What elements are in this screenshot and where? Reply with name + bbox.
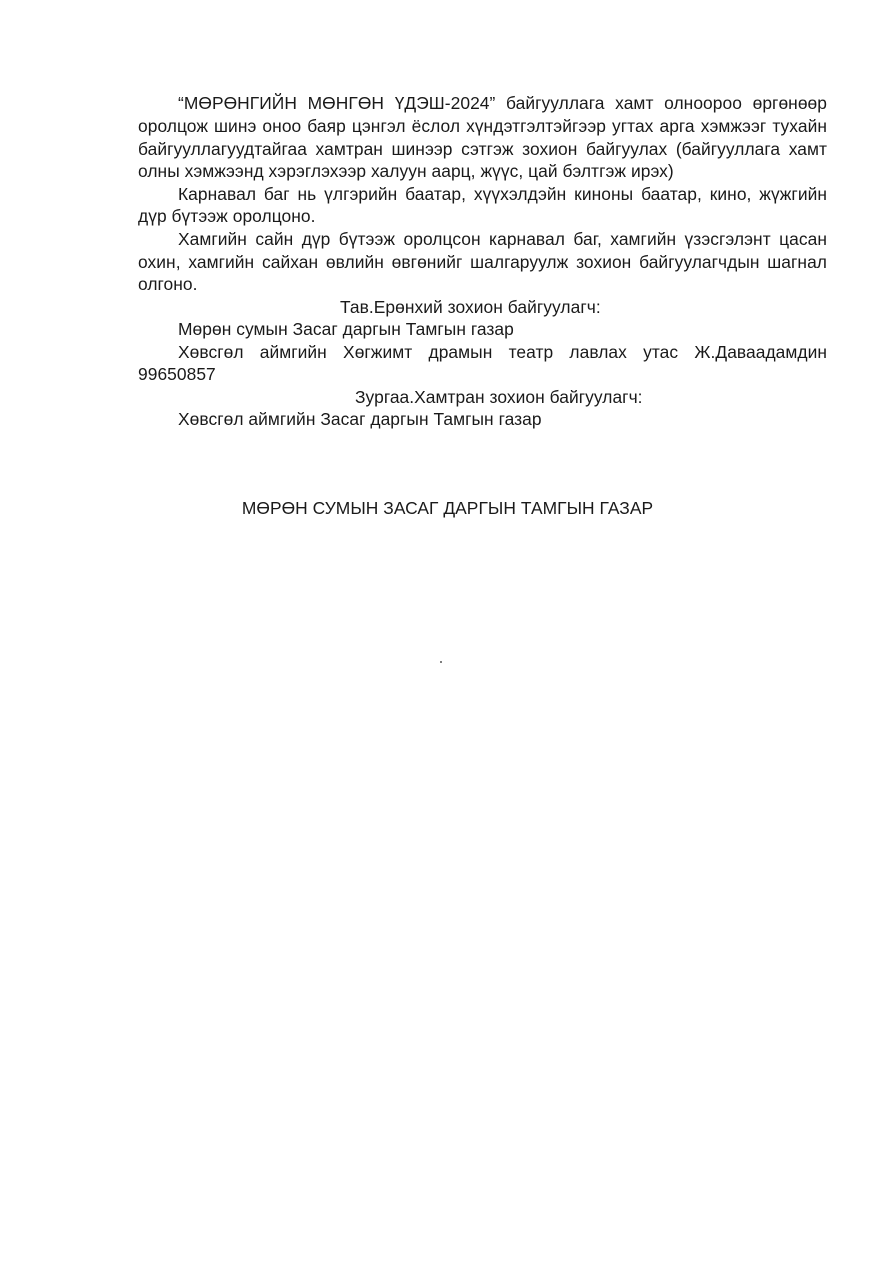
paragraph-1-line-3: байгууллагуудтайгаа хамтран шинээр сэтгэж зохион байгуулах (байгууллага хамт xyxy=(138,139,827,159)
paragraph-1-line-4: олны хэмжээнд хэрэглэхээр халуун аарц, жүүс, цай бэлтгэж ирэх) xyxy=(138,161,674,181)
scan-speck xyxy=(440,661,442,663)
paragraph-2-line-2: дүр бүтээж оролцоно. xyxy=(138,206,316,226)
section-5-item-1: Мөрөн сумын Засаг даргын Тамгын газар xyxy=(178,319,514,339)
footer-organization-name: МӨРӨН СУМЫН ЗАСАГ ДАРГЫН ТАМГЫН ГАЗАР xyxy=(241,498,654,518)
section-5-heading: Тав.Ерөнхий зохион байгуулагч: xyxy=(340,297,601,317)
section-5-item-2-line-2: 99650857 xyxy=(138,364,216,384)
section-6-item-1: Хөвсгөл аймгийн Засаг даргын Тамгын газар xyxy=(178,409,542,429)
paragraph-3-line-2: охин, хамгийн сайхан өвлийн өвгөнийг шалгаруулж зохион байгуулагчдын шагнал xyxy=(138,252,827,272)
section-5-item-2-line-1: Хөвсгөл аймгийн Хөгжимт драмын театр лавлах утас Ж.Даваадамдин xyxy=(178,342,827,362)
paragraph-1-line-2: оролцож шинэ оноо баяр цэнгэл ёслол хүндэтгэлтэйгээр угтах арга хэмжээг тухайн xyxy=(138,116,827,136)
paragraph-3-line-1: Хамгийн сайн дүр бүтээж оролцсон карнавал баг, хамгийн үзэсгэлэнт цасан xyxy=(178,229,827,249)
paragraph-2-line-1: Карнавал баг нь үлгэрийн баатар, хүүхэлдэйн киноны баатар, кино, жүжгийн xyxy=(178,184,827,204)
paragraph-3-line-3: олгоно. xyxy=(138,274,198,294)
section-6-heading: Зургаа.Хамтран зохион байгуулагч: xyxy=(355,387,643,407)
paragraph-1-line-1: “МӨРӨНГИЙН МӨНГӨН ҮДЭШ-2024” байгууллага хамт олноороо өргөнөөр xyxy=(178,93,827,113)
